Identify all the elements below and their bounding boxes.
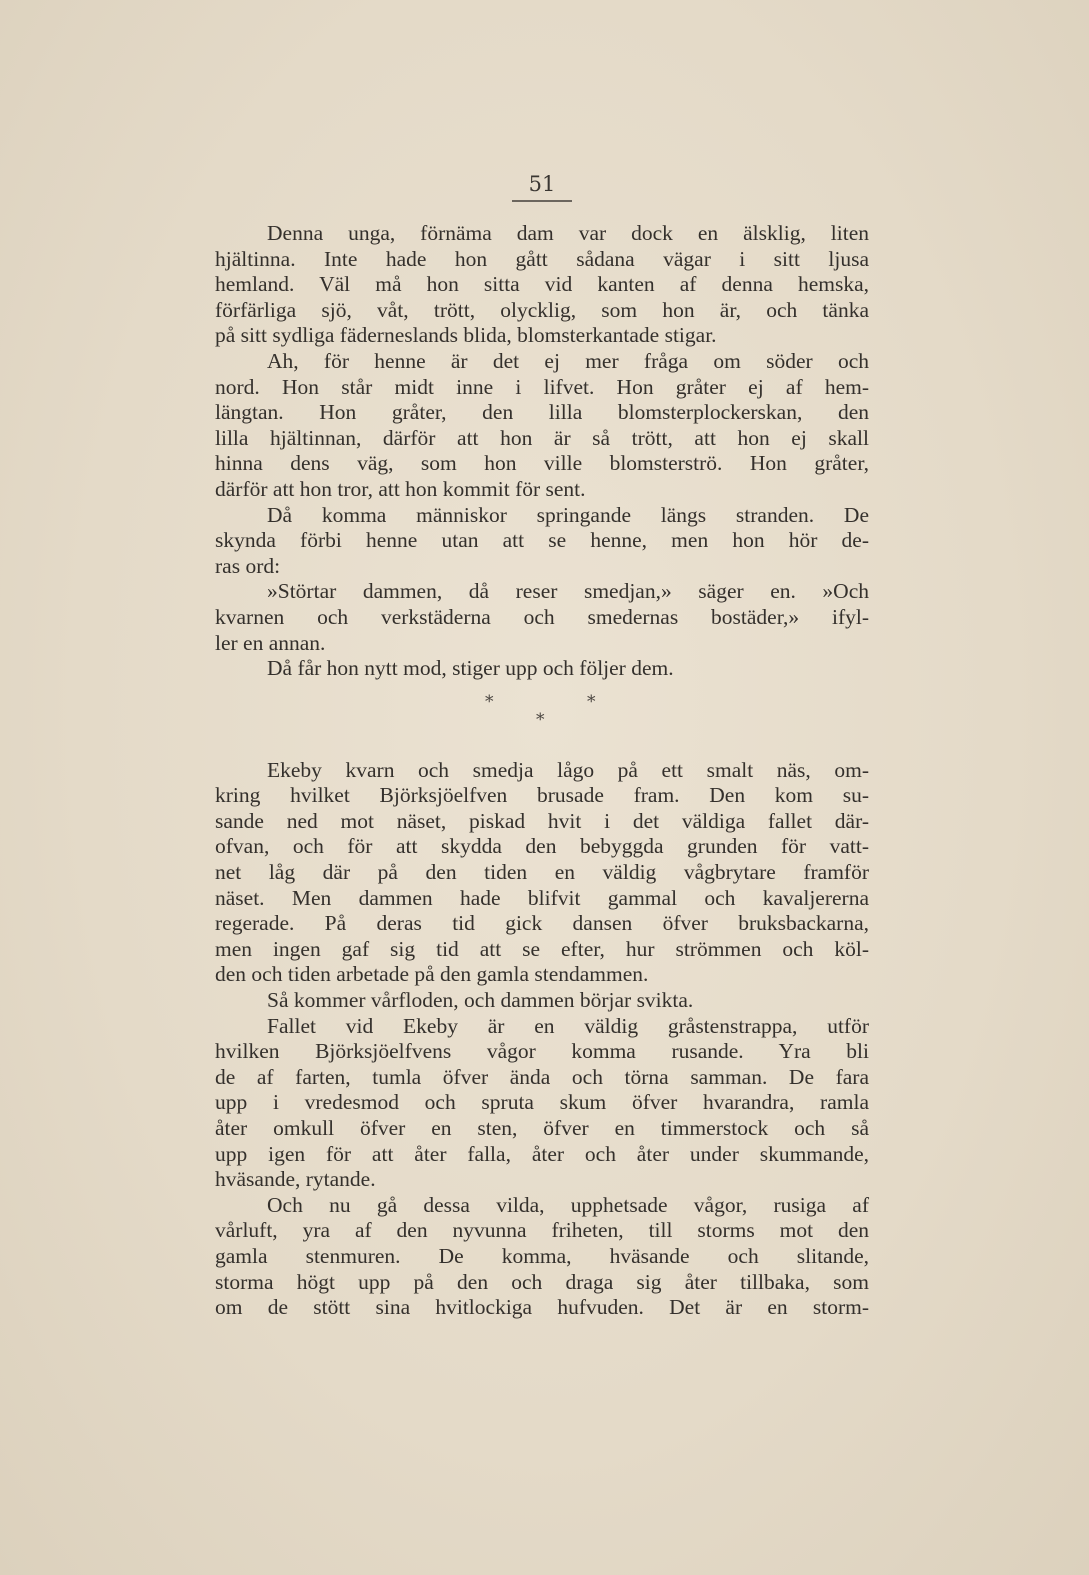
- text-line: Denna unga, förnäma dam var dock en älsklig, liten: [267, 221, 869, 245]
- section-separator: [215, 682, 869, 758]
- separator-asterisk: *: [536, 709, 545, 730]
- text-line: hinna dens väg, som hon ville blomsterströ. Hon gråter,: [215, 451, 869, 476]
- text-line: »Störtar dammen, då reser smedjan,» säger en. »Och: [267, 579, 869, 604]
- text-line: hjältinna. Inte hade hon gått sådana vägar i sitt ljusa: [215, 246, 869, 271]
- text-line: Då komma människor springande längs stranden. De: [267, 502, 869, 527]
- text-line: net låg där på den tiden en väldig vågbrytare framför: [215, 860, 869, 885]
- page-number: 51: [528, 172, 556, 196]
- text-line: Ah, för henne är det ej mer fråga om söder och: [267, 348, 869, 373]
- page-number-rule: [512, 200, 572, 202]
- text-line: ler en annan.: [215, 630, 326, 655]
- text-line: gamla stenmuren. De komma, hväsande och slitande,: [215, 1243, 869, 1268]
- text-line: men ingen gaf sig tid att se efter, hur strömmen och köl-: [215, 936, 869, 961]
- text-line: kvarnen och verkstäderna och smedernas bostäder,» ifyl-: [215, 604, 869, 629]
- text-line: Då får hon nytt mod, stiger upp och följer dem.: [267, 656, 674, 681]
- text-line: den och tiden arbetade på den gamla stendammen.: [215, 962, 649, 987]
- text-line: Fallet vid Ekeby är en väldig gråstenstrappa, utför: [267, 1013, 869, 1038]
- separator-asterisk: *: [485, 691, 494, 712]
- text-line: Ekeby kvarn och smedja lågo på ett smalt näs, om-: [267, 757, 869, 782]
- text-line: kring hvilket Björksjöelfven brusade fram. Den kom su-: [215, 783, 869, 808]
- text-line: upp igen för att åter falla, åter och åter under skummande,: [215, 1141, 869, 1166]
- text-line: upp i vredesmod och spruta skum öfver hvarandra, ramla: [215, 1090, 869, 1115]
- text-line: hväsande, rytande.: [215, 1167, 376, 1192]
- separator-asterisk: *: [587, 691, 596, 712]
- text-line: storma högt upp på den och draga sig åter tillbaka, som: [215, 1269, 869, 1294]
- text-section-1: [215, 221, 869, 682]
- text-line: hemland. Väl må hon sitta vid kanten af denna hemska,: [215, 272, 869, 297]
- text-line: lilla hjältinnan, därför att hon är så trött, att hon ej skall: [215, 425, 869, 450]
- text-line: åter omkull öfver en sten, öfver en timmerstock och så: [215, 1116, 869, 1140]
- text-line: de af farten, tumla öfver ända och törna samman. De fara: [215, 1064, 869, 1089]
- text-line: Och nu gå dessa vilda, upphetsade vågor, rusiga af: [267, 1192, 869, 1217]
- text-line: på sitt sydliga fäderneslands blida, blomsterkantade stigar.: [215, 323, 717, 348]
- text-line: skynda förbi henne utan att se henne, men hon hör de-: [215, 528, 869, 553]
- text-line: ofvan, och för att skydda den bebyggda grunden för vatt-: [215, 834, 869, 859]
- text-line: Så kommer vårfloden, och dammen börjar svikta.: [267, 988, 694, 1013]
- text-line: om de stött sina hvitlockiga hufvuden. Det är en storm-: [215, 1295, 869, 1320]
- text-line: ras ord:: [215, 553, 281, 578]
- body-text: [215, 221, 869, 1321]
- text-line: hvilken Björksjöelfvens vågor komma rusande. Yra bli: [215, 1039, 869, 1064]
- text-line: regerade. På deras tid gick dansen öfver bruksbackarna,: [215, 911, 869, 936]
- text-line: näset. Men dammen hade blifvit gammal och kavaljererna: [215, 885, 869, 910]
- text-line: nord. Hon står midt inne i lifvet. Hon gråter ej af hem-: [215, 374, 869, 399]
- text-section-2: [215, 758, 869, 1321]
- text-line: vårluft, yra af den nyvunna friheten, till storms mot den: [215, 1218, 869, 1243]
- text-line: därför att hon tror, att hon kommit för sent.: [215, 476, 586, 501]
- text-line: förfärliga sjö, våt, trött, olycklig, som hon är, och tänka: [215, 297, 869, 322]
- text-line: längtan. Hon gråter, den lilla blomsterplockerskan, den: [215, 400, 869, 425]
- text-line: sande ned mot näset, piskad hvit i det väldiga fallet där-: [215, 808, 869, 833]
